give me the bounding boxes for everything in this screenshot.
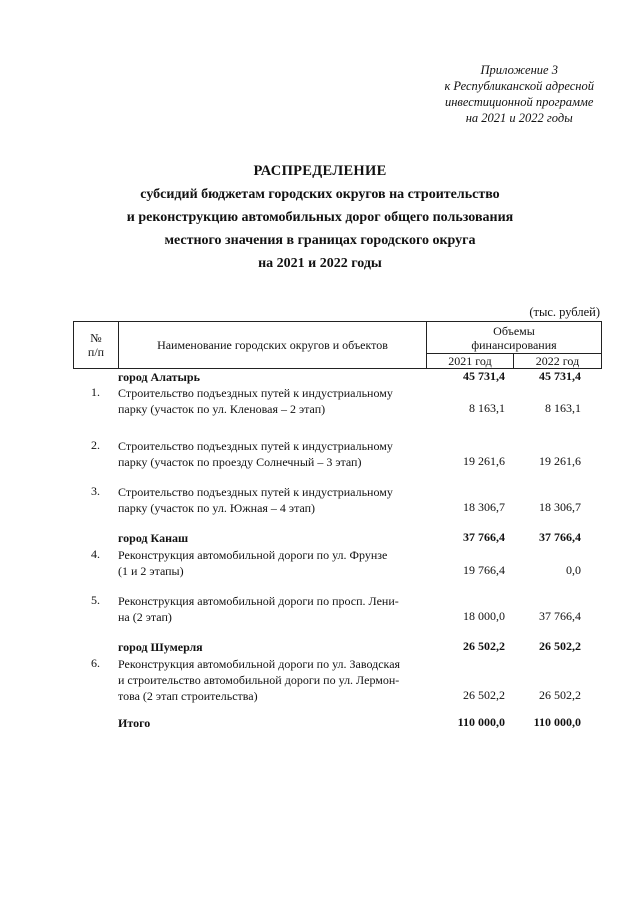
group-name: город Алатырь [118,370,200,384]
row-value-2021: 19 766,4 [463,563,505,577]
title-line: местного значения в границах городского округа [164,233,476,248]
title-line: и реконструкцию автомобильных дорог общего пользования [126,210,514,225]
row-name [118,484,426,516]
group-value-2022: 26 502,2 [539,639,581,653]
table-row [73,384,601,438]
row-value-2022: 18 306,7 [539,500,581,514]
row-name-line: и строительство автомобильной дороги по ул. Лермон- [118,673,400,687]
row-name-line: на (2 этап) [118,610,172,624]
table-row [73,484,601,530]
appendix-note [444,62,594,126]
header-number-line: п/п [87,345,105,359]
row-name-line: парку (участок по ул. Южная – 4 этап) [118,501,316,515]
row-name [118,656,426,704]
header-name: Наименование городских округов и объектов [119,322,427,369]
row-name-line: парку (участок по проезду Солнечный – 3 этап) [118,455,362,469]
total-label: Итого [118,716,151,730]
row-value-2021: 19 261,6 [463,454,505,468]
row-number: 4. [91,547,100,561]
row-name-line: Строительство подъездных путей к индустриальному [118,439,393,453]
appendix-line: инвестиционной программе [444,95,594,109]
table-header [73,321,602,369]
group-name: город Шумерля [118,640,203,654]
document-title [0,160,640,275]
header-number-line: № [90,331,102,345]
row-name-line: Реконструкция автомобильной дороги по просп. Лени- [118,594,399,608]
table-row [73,438,601,484]
group-value-2022: 45 731,4 [539,369,581,383]
row-value-2021: 18 000,0 [463,609,505,623]
row-name-line: Реконструкция автомобильной дороги по ул. Заводская [118,657,401,671]
row-name-line: това (2 этап строительства) [118,689,258,703]
group-value-2021: 37 766,4 [463,530,505,544]
group-row [73,530,601,547]
group-row [73,639,601,656]
title-main: РАСПРЕДЕЛЕНИЕ [253,163,387,179]
total-value-2022: 110 000,0 [533,715,581,729]
appendix-line: к Республиканской адресной [444,79,594,93]
total-row [73,715,601,731]
row-name-line: Строительство подъездных путей к индустриальному [118,485,393,499]
group-row [73,369,601,384]
row-value-2021: 8 163,1 [469,401,505,415]
title-line: субсидий бюджетам городских округов на строительство [140,187,500,202]
table-row [73,547,601,593]
title-line: на 2021 и 2022 годы [258,256,382,271]
row-name-line: (1 и 2 этапы) [118,564,184,578]
row-name-line: Строительство подъездных путей к индустриальному [118,386,393,400]
row-name-line: парку (участок по ул. Кленовая – 2 этап) [118,402,326,416]
header-number [74,322,119,369]
row-value-2022: 19 261,6 [539,454,581,468]
row-value-2021: 26 502,2 [463,688,505,702]
group-value-2022: 37 766,4 [539,530,581,544]
appendix-line: Приложение 3 [480,63,558,77]
group-value-2021: 26 502,2 [463,639,505,653]
total-value-2021: 110 000,0 [457,715,505,729]
table-body [73,369,601,731]
row-name [118,547,426,579]
header-volumes-line: финансирования [471,337,557,352]
appendix-line: на 2021 и 2022 годы [465,111,573,125]
row-name [118,593,426,625]
group-value-2021: 45 731,4 [463,369,505,383]
row-number: 1. [91,385,100,399]
header-year-2021: 2021 год [427,354,514,369]
row-number: 3. [91,484,100,498]
row-number: 2. [91,438,100,452]
units-label: (тыс. рублей) [529,305,600,319]
row-value-2021: 18 306,7 [463,500,505,514]
row-value-2022: 8 163,1 [545,401,581,415]
header-volumes-line: Объемы [493,323,535,338]
group-name: город Канаш [118,531,189,545]
row-value-2022: 37 766,4 [539,609,581,623]
row-value-2022: 0,0 [566,563,581,577]
row-name [118,385,426,417]
header-volumes [427,322,602,354]
row-name [118,438,426,470]
header-year-2022: 2022 год [514,354,602,369]
row-number: 5. [91,593,100,607]
row-number: 6. [91,656,100,670]
row-value-2022: 26 502,2 [539,688,581,702]
table-row [73,593,601,639]
table-row [73,656,601,715]
row-name-line: Реконструкция автомобильной дороги по ул. Фрунзе [118,548,388,562]
